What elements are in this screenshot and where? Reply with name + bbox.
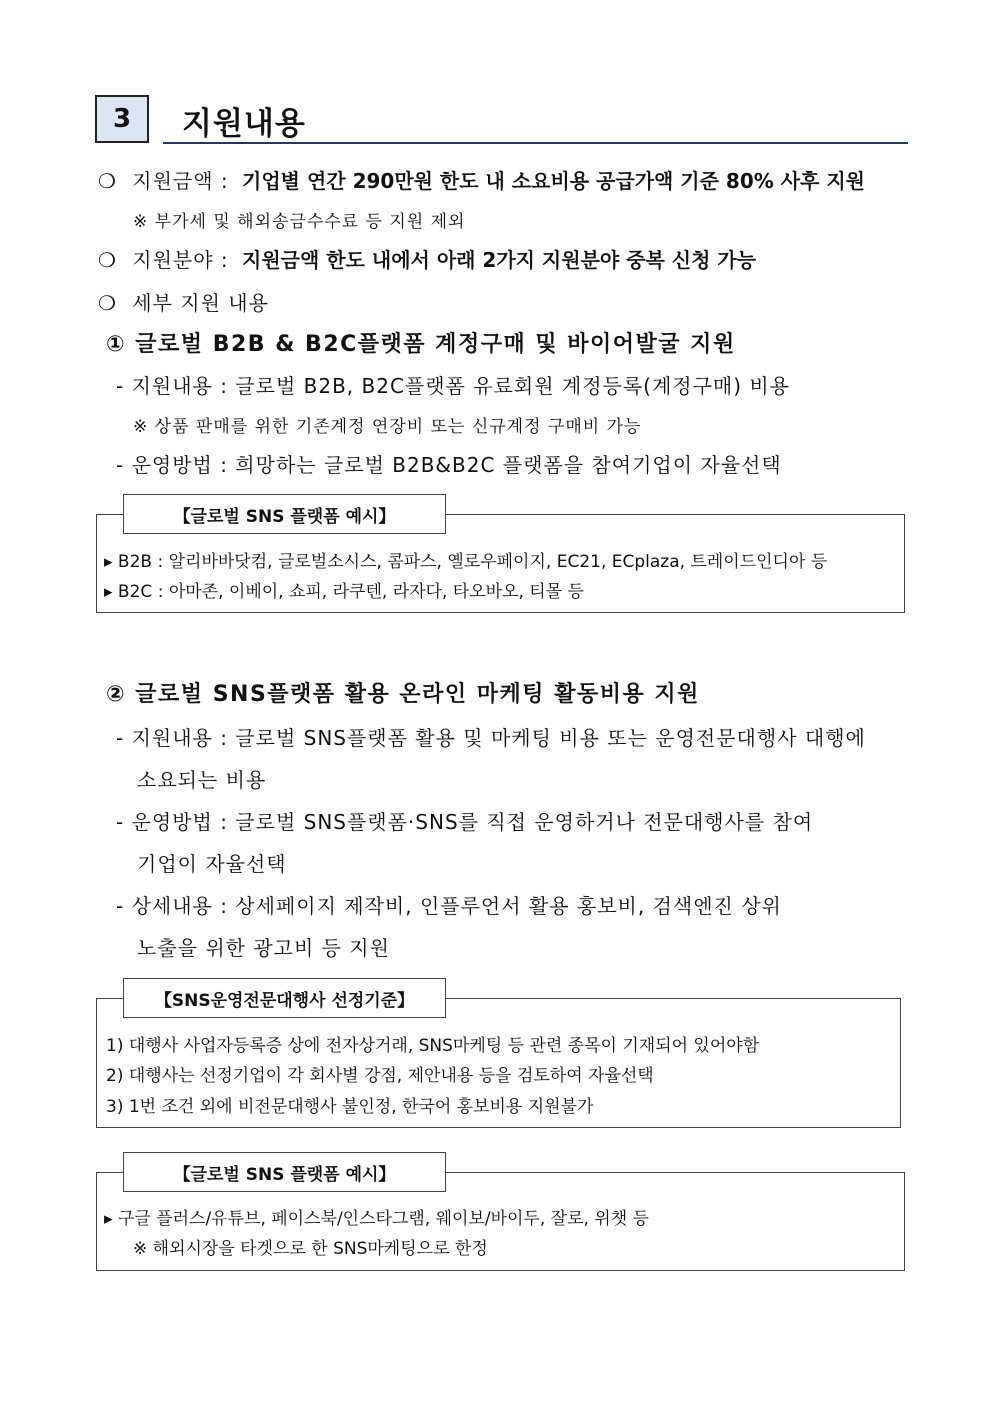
bullet-detail — [98, 287, 269, 316]
support-amount-note: ※ 부가세 및 해외송금수수료 등 지원 제외 — [133, 212, 466, 232]
part1-example-box-label: 【글로벌 SNS 플랫폼 예시】 — [123, 494, 446, 534]
part2-method-cont: 기업이 자율선택 — [137, 852, 287, 876]
part1-heading: ① 글로벌 B2B & B2C플랫폼 계정구매 및 바이어발굴 지원 — [106, 332, 736, 357]
part1-content: - 지원내용 : 글로벌 B2B, B2C플랫폼 유료회원 계정등록(계정구매) 비용 — [116, 374, 791, 398]
section-title-rule — [163, 142, 908, 144]
circle-bullet-icon: ❍ — [98, 291, 117, 315]
detail-label: 세부 지원 내용 — [132, 291, 269, 315]
circle-bullet-icon: ❍ — [98, 169, 117, 193]
part2-example-note: ※ 해외시장을 타겟으로 한 SNS마케팅으로 한정 — [133, 1239, 488, 1259]
agency-criteria-line: 2) 대행사는 선정기업이 각 회사별 강점, 제안내용 등을 검토하여 자율선택 — [106, 1066, 654, 1086]
agency-criteria-line: 3) 1번 조건 외에 비전문대행사 불인정, 한국어 홍보비용 지원불가 — [106, 1097, 594, 1117]
part2-content-cont: 소요되는 비용 — [137, 768, 267, 792]
section-title: 지원내용 — [182, 106, 306, 142]
part2-example-box-label: 【글로벌 SNS 플랫폼 예시】 — [123, 1152, 446, 1192]
part1-example-line: ▸ B2C : 아마존, 이베이, 쇼피, 라쿠텐, 라자다, 타오바오, 티몰 등 — [104, 582, 584, 602]
agency-criteria-line: 1) 대행사 사업자등록증 상에 전자상거래, SNS마케팅 등 관련 종목이 기재되어 있어야함 — [106, 1036, 760, 1056]
part2-heading: ② 글로벌 SNS플랫폼 활용 온라인 마케팅 활동비용 지원 — [106, 682, 700, 707]
part2-content: - 지원내용 : 글로벌 SNS플랫폼 활용 및 마케팅 비용 또는 운영전문대행사 대행에 — [116, 726, 866, 750]
bullet-support-amount — [98, 165, 865, 194]
part2-detail: - 상세내용 : 상세페이지 제작비, 인플루언서 활용 홍보비, 검색엔진 상위 — [116, 894, 782, 918]
part1-example-line: ▸ B2B : 알리바바닷컴, 글로벌소시스, 콤파스, 옐로우페이지, EC21, ECplaza, 트레이드인디아 등 — [104, 552, 828, 572]
section-number: 3 — [95, 95, 149, 143]
part1-method: - 운영방법 : 희망하는 글로벌 B2B&B2C 플랫폼을 참여기업이 자율선택 — [116, 453, 782, 477]
part2-example-line: ▸ 구글 플러스/유튜브, 페이스북/인스타그램, 웨이보/바이두, 잘로, 위챗 등 — [104, 1209, 649, 1229]
agency-criteria-label: 【SNS운영전문대행사 선정기준】 — [123, 978, 446, 1018]
part1-content-note: ※ 상품 판매를 위한 기존계정 연장비 또는 신규계정 구매비 가능 — [133, 417, 642, 437]
part2-method: - 운영방법 : 글로벌 SNS플랫폼·SNS를 직접 운영하거나 전문대행사를 참여 — [116, 810, 814, 834]
bullet-support-field — [98, 244, 756, 273]
support-amount-value: 기업별 연간 290만원 한도 내 소요비용 공급가액 기준 80% 사후 지원 — [242, 169, 865, 193]
part2-detail-cont: 노출을 위한 광고비 등 지원 — [137, 936, 390, 960]
support-field-label: 지원분야 : — [132, 248, 229, 272]
support-amount-label: 지원금액 : — [132, 169, 229, 193]
circle-bullet-icon: ❍ — [98, 248, 117, 272]
support-field-value: 지원금액 한도 내에서 아래 2가지 지원분야 중복 신청 가능 — [242, 248, 757, 272]
